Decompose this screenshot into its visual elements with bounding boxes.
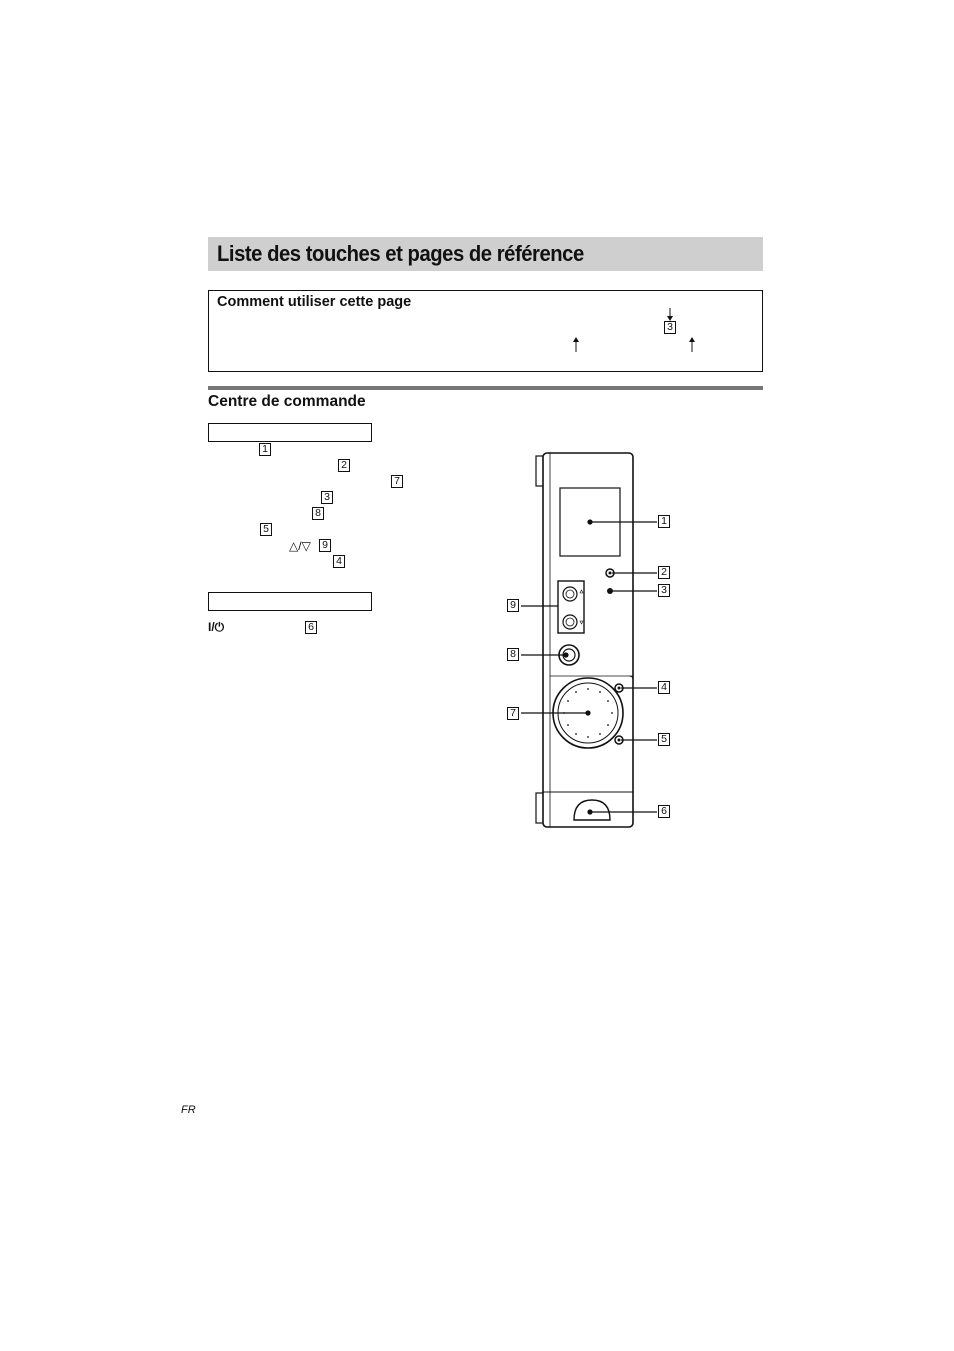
howto-up-arrowhead-left xyxy=(573,337,579,342)
howto-arrows xyxy=(560,300,710,360)
list-a-num-1: 1 xyxy=(259,443,271,456)
diagram-callout-2: 2 xyxy=(658,566,670,579)
list-a-num-3: 7 xyxy=(391,475,403,488)
list-a-num-7: 9 xyxy=(319,539,331,552)
howto-title: Comment utiliser cette page xyxy=(217,294,412,310)
list-b-num-1: 6 xyxy=(305,621,317,634)
list-a-num-5: 8 xyxy=(312,507,324,520)
howto-callout-number: 3 xyxy=(664,321,676,334)
page-language-code: FR xyxy=(181,1104,196,1116)
diagram-callout-6: 6 xyxy=(658,805,670,818)
diagram-callout-3: 3 xyxy=(658,584,670,597)
up-button xyxy=(563,587,577,601)
list-a-num-6: 5 xyxy=(260,523,272,536)
legend-box-b xyxy=(208,592,372,611)
power-glyph: I/⏻ xyxy=(208,620,225,634)
section-rule xyxy=(208,386,763,390)
diagram-callout-1: 1 xyxy=(658,515,670,528)
section-title: Centre de commande xyxy=(208,393,366,410)
diagram-callout-5: 5 xyxy=(658,733,670,746)
diagram-callout-7: 7 xyxy=(507,707,519,720)
diagram-callout-8: 8 xyxy=(507,648,519,661)
list-a-num-4: 3 xyxy=(321,491,333,504)
page-title: Liste des touches et pages de référence xyxy=(217,241,584,266)
howto-up-arrowhead-right xyxy=(689,337,695,342)
down-button xyxy=(563,615,577,629)
list-a-up-down-glyph: △/▽ xyxy=(289,539,311,553)
control-center-diagram xyxy=(500,448,690,833)
diagram-callout-4: 4 xyxy=(658,681,670,694)
list-a-num-2: 2 xyxy=(338,459,350,472)
list-a-num-8: 4 xyxy=(333,555,345,568)
diagram-callout-9: 9 xyxy=(507,599,519,612)
legend-box-a xyxy=(208,423,372,442)
